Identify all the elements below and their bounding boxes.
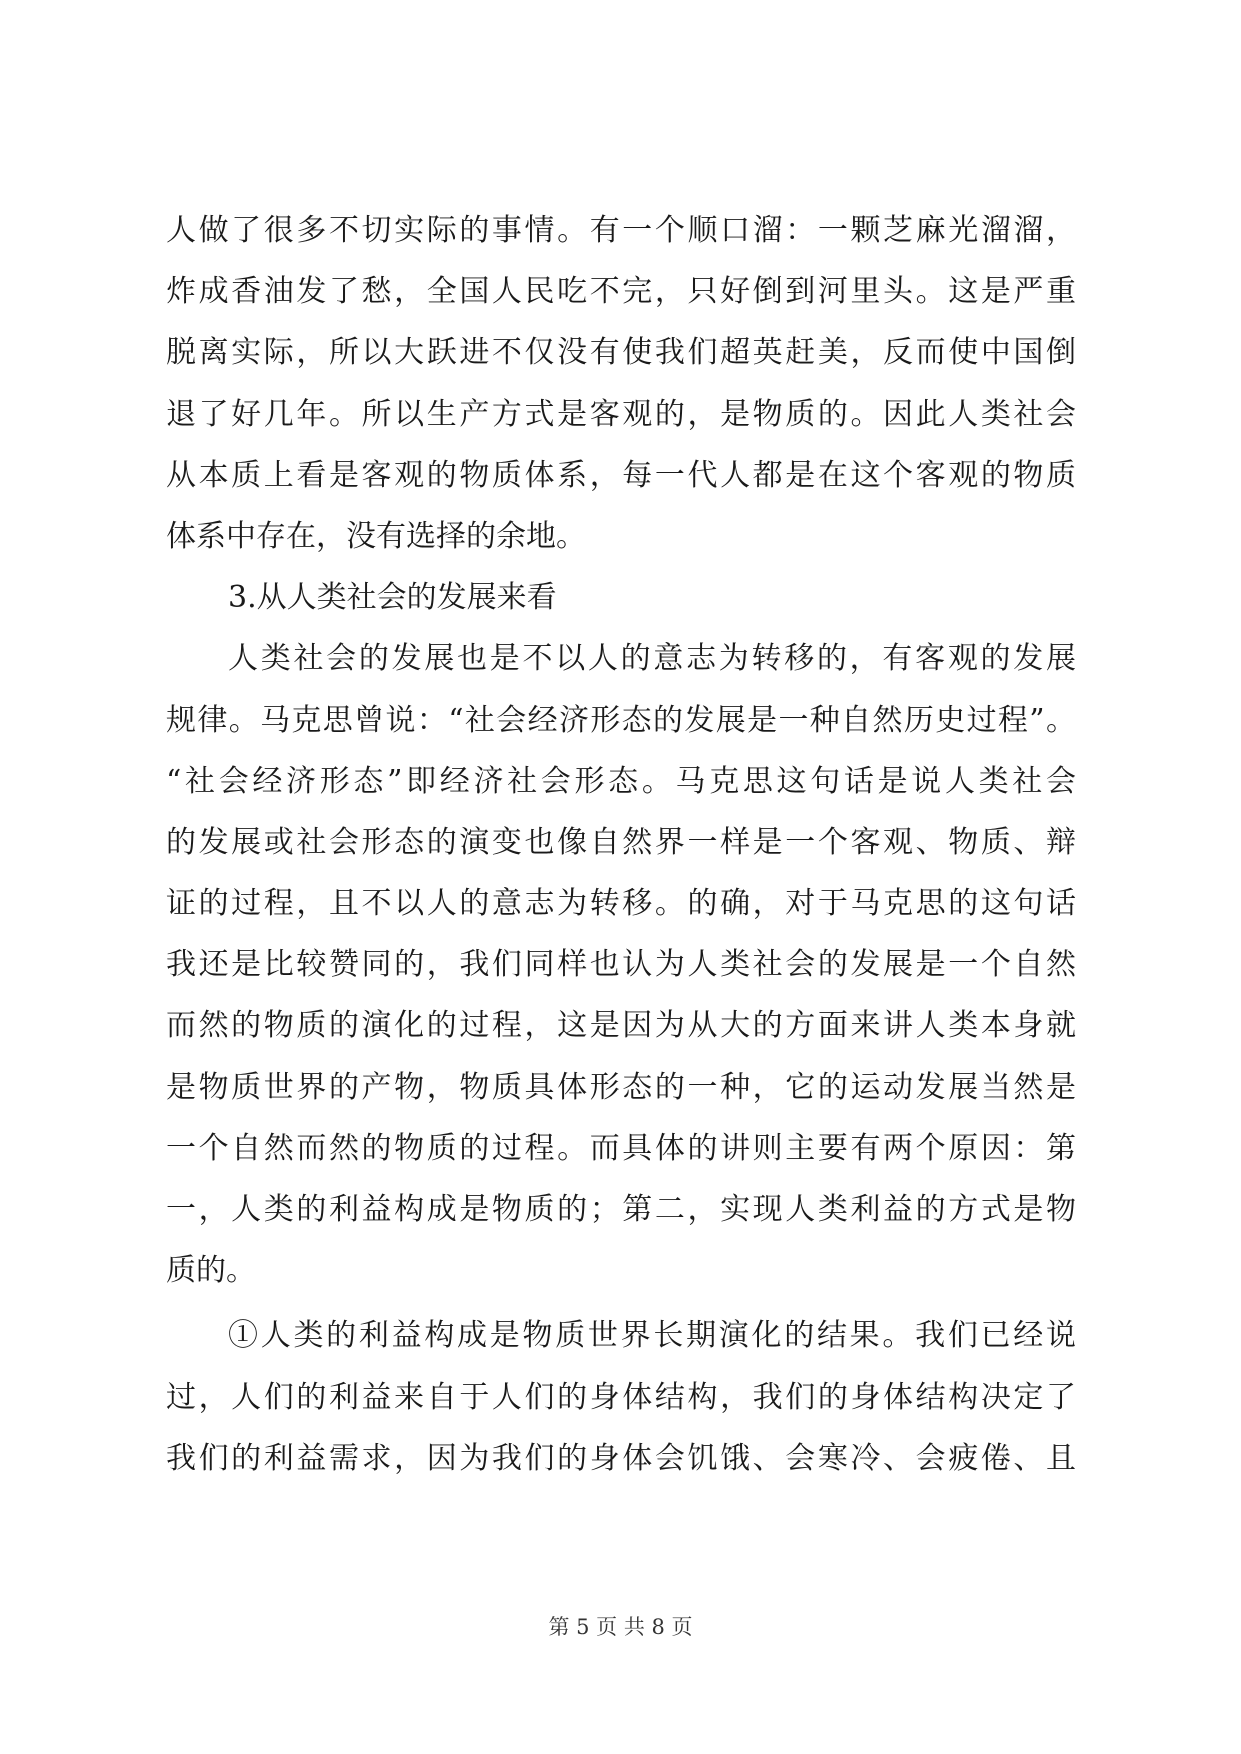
paragraph [166,628,1076,1301]
section-heading [166,567,1076,628]
text-line: 我还是比较赞同的，我们同样也认为人类社会的发展是一个自然 [166,947,1076,983]
text-line: 是物质世界的产物，物质具体形态的一种，它的运动发展当然是 [166,1069,1076,1105]
text-line: 质的。 [166,1253,256,1289]
page-number-footer: 第 5 页 共 8 页 [548,1615,693,1639]
text-line: 规律。马克思曾说：“社会经济形态的发展是一种自然历史过程”。 [166,702,1076,738]
text-line: 人类社会的发展也是不以人的意志为转移的，有客观的发展 [228,641,1076,677]
text-line: 炸成香油发了愁，全国人民吃不完，只好倒到河里头。这是严重 [166,274,1076,310]
text-line: 从本质上看是客观的物质体系，每一代人都是在这个客观的物质 [166,457,1076,493]
text-line: 脱离实际，所以大跃进不仅没有使我们超英赶美，反而使中国倒 [166,335,1076,371]
text-line: 退了好几年。所以生产方式是客观的，是物质的。因此人类社会 [166,396,1076,432]
paragraph [166,1305,1076,1489]
text-line: 而然的物质的演化的过程，这是因为从大的方面来讲人类本身就 [166,1008,1076,1044]
text-line: “社会经济形态”即经济社会形态。马克思这句话是说人类社会 [166,763,1076,799]
text-line: ①人类的利益构成是物质世界长期演化的结果。我们已经说 [228,1318,1076,1354]
text-line: 的发展或社会形态的演变也像自然界一样是一个客观、物质、辩 [166,824,1076,860]
text-line: 一，人类的利益构成是物质的；第二，实现人类利益的方式是物 [166,1192,1076,1227]
document-body [166,200,1076,1489]
text-line: 人做了很多不切实际的事情。有一个顺口溜：一颗芝麻光溜溜， [166,213,1076,248]
text-line: 证的过程，且不以人的意志为转移。的确，对于马克思的这句话 [166,886,1076,922]
text-line: 一个自然而然的物质的过程。而具体的讲则主要有两个原因：第 [166,1130,1076,1166]
paragraph [166,200,1076,567]
text-line: 我们的利益需求，因为我们的身体会饥饿、会寒冷、会疲倦、且 [166,1440,1076,1476]
text-line: 过，人们的利益来自于人们的身体结构，我们的身体结构决定了 [166,1379,1076,1415]
heading-line: 3.从人类社会的发展来看 [228,580,557,616]
text-line: 体系中存在，没有选择的余地。 [166,518,586,554]
